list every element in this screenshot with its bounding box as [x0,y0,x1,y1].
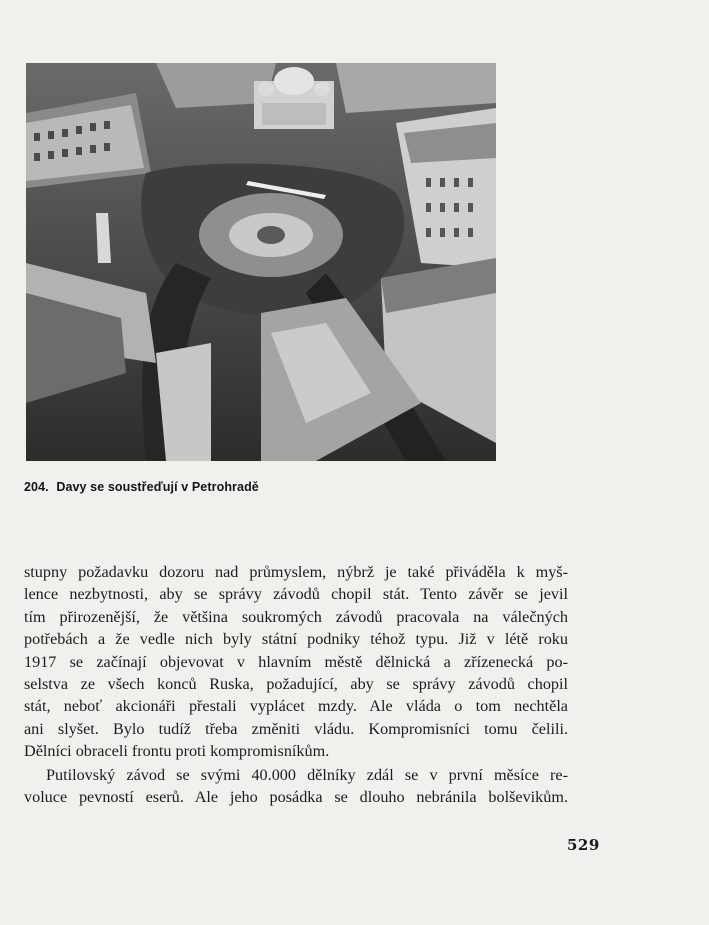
paragraph [24,561,568,763]
caption-text: Davy se soustřeďují v Petrohradě [56,480,259,494]
text-line: Dělníci obraceli frontu proti kompromisníkům. [24,742,330,761]
page-number: 529 [567,836,600,854]
body-text [24,561,568,808]
aerial-photo-petrograd [26,63,496,461]
text-line: potřebách a že vedle nich byly státní podniky téhož typu. Již v létě roku [24,630,568,649]
text-line: tím přirozenější, že většina soukromých závodů pracovala na válečných [24,607,568,626]
text-line: selstva ze všech konců Ruska, požadující, aby se správy závodů chopil [24,675,568,694]
paragraph [24,764,568,809]
text-line: voluce pevností eserů. Ale jeho posádka se dlouho nebránila bolševikům. [24,788,568,807]
text-line: 1917 se začínají objevovat v hlavním městě dělnická a zřízenecká po- [24,652,568,671]
text-line: Putilovský závod se svými 40.000 dělníky zdál se v první měsíce re- [46,765,568,784]
aerial-photo-illustration [26,63,496,461]
caption-number: 204. [24,480,49,494]
text-line: stupny požadavku dozoru nad průmyslem, nýbrž je také přiváděla k myš- [24,563,568,581]
text-line: lence nezbytnosti, aby se správy závodů chopil stát. Tento závěr se jevil [24,585,568,604]
text-line: ani slyšet. Bylo tudíž třeba změniti vládu. Kompromisníci tomu čelili. [24,719,568,738]
text-line: stát, neboť akcionáři přestali vyplácet mzdy. Ale vláda o tom nechtěla [24,697,568,716]
figure-caption [24,480,259,494]
